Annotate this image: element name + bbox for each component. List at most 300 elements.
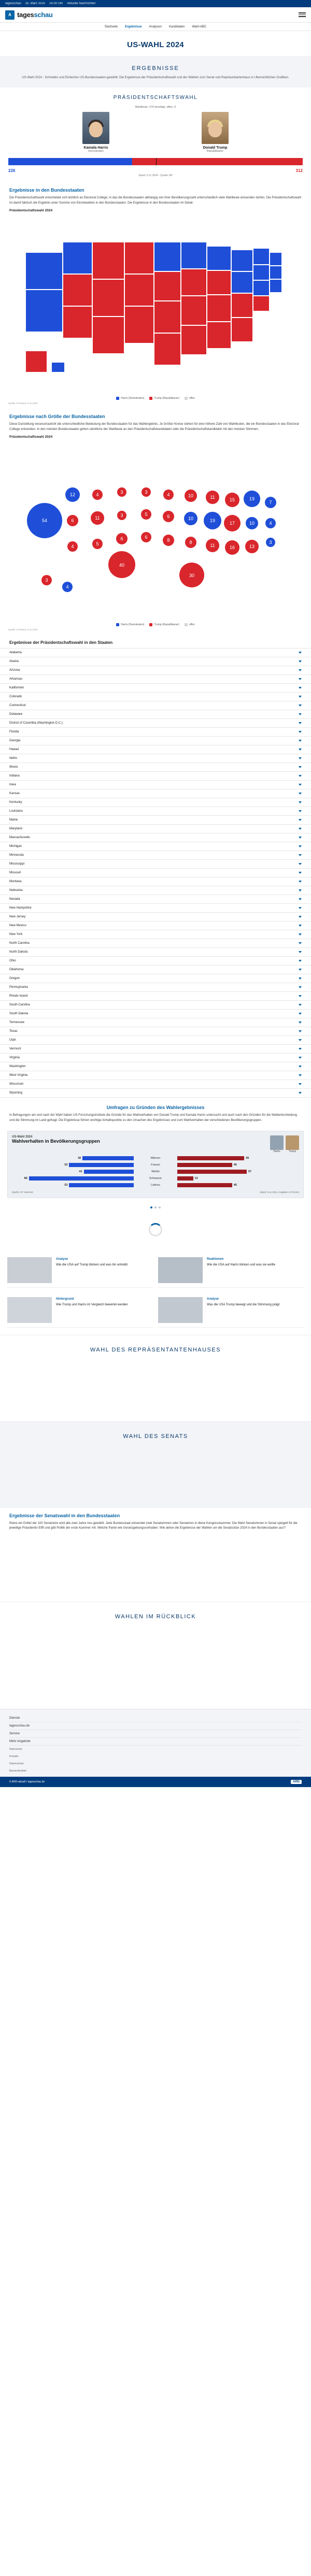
state-accordion-row[interactable] <box>0 825 311 833</box>
chevron-down-icon <box>299 907 302 909</box>
state-accordion-row[interactable] <box>0 666 311 675</box>
chevron-down-icon <box>299 652 302 654</box>
candidate-row <box>0 112 311 153</box>
chart-row <box>12 1175 299 1182</box>
chevron-down-icon <box>299 669 302 671</box>
chevron-down-icon <box>299 696 302 698</box>
chevron-down-icon <box>299 872 302 874</box>
state-accordion-row[interactable] <box>0 966 311 974</box>
state-accordion-row[interactable] <box>0 992 311 1001</box>
chevron-down-icon <box>299 1039 302 1041</box>
bubble-map[interactable] <box>0 446 311 621</box>
chart-category-label: Männer <box>150 1157 161 1160</box>
svg-text:6: 6 <box>167 514 170 520</box>
brand-second: schau <box>34 11 53 19</box>
svg-text:10: 10 <box>188 493 194 499</box>
state-name: West Virginia <box>9 1074 28 1077</box>
state-accordion-row[interactable] <box>0 1045 311 1054</box>
chevron-down-icon <box>299 837 302 839</box>
loading-indicator <box>0 1210 311 1250</box>
state-accordion-row[interactable] <box>0 1054 311 1062</box>
state-accordion-row[interactable] <box>0 719 311 728</box>
choropleth-legend <box>0 395 311 401</box>
teaser-headline-4: Was die USA Trump bewegt und die Stimmung prägt <box>207 1303 280 1306</box>
results-heading: ERGEBNISSE <box>132 65 179 71</box>
state-name: Missouri <box>9 871 21 875</box>
chevron-down-icon <box>299 810 302 812</box>
electoral-needed-label: Wahlleute: 270 benötigt, offen: 0 <box>135 106 176 109</box>
state-accordion-row[interactable] <box>0 684 311 693</box>
harris-party: Demokraten <box>88 150 104 153</box>
state-accordion-row[interactable] <box>0 675 311 684</box>
footer-link-3[interactable]: Mehr Angebote <box>9 1738 302 1746</box>
electoral-caption: Stand: 6.11.2024 - Quelle: AP <box>138 174 173 177</box>
state-name: Michigan <box>9 845 22 848</box>
svg-text:17: 17 <box>229 521 235 526</box>
electoral-dem-votes: 226 <box>8 168 16 173</box>
svg-text:6: 6 <box>71 518 74 524</box>
chevron-down-icon <box>299 801 302 803</box>
chart-category-label: Schwarze <box>149 1177 162 1181</box>
chart-value-trump: 57 <box>248 1170 252 1174</box>
chevron-down-icon <box>299 1004 302 1006</box>
chart-value-trump: 45 <box>233 1184 237 1187</box>
legend-open: offen <box>185 397 195 400</box>
chart-value-harris: 53 <box>64 1163 68 1167</box>
chart-value-trump: 45 <box>233 1163 237 1167</box>
senate-section-banner <box>0 1421 311 1451</box>
chart-candidate-faces <box>270 1135 299 1153</box>
electoral-mid-label <box>137 112 174 122</box>
state-accordion-row[interactable] <box>0 939 311 948</box>
nav-item-startseite[interactable]: Startseite <box>104 25 118 28</box>
svg-text:8: 8 <box>167 538 170 543</box>
page-title: US-WAHL 2024 <box>127 40 184 49</box>
chevron-down-icon <box>299 757 302 759</box>
bubble-legend-trump: Trump (Republikaner) <box>149 623 179 626</box>
state-name: Washington <box>9 1065 26 1069</box>
state-accordion-row[interactable] <box>0 1071 311 1080</box>
chart-value-harris: 41 <box>79 1170 82 1174</box>
chevron-down-icon <box>299 1092 302 1094</box>
masthead <box>0 7 311 23</box>
svg-text:54: 54 <box>41 518 48 524</box>
state-name: Montana <box>9 880 22 884</box>
chevron-down-icon <box>299 740 302 742</box>
state-accordion-row[interactable] <box>0 1080 311 1089</box>
trump-photo <box>202 112 229 144</box>
chevron-down-icon <box>299 704 302 707</box>
chevron-down-icon <box>299 819 302 821</box>
nav-item-kandidaten[interactable]: Kandidaten <box>169 25 185 28</box>
electoral-bar-dem <box>8 158 132 165</box>
electoral-rep-votes: 312 <box>295 168 303 173</box>
svg-text:5: 5 <box>145 512 148 517</box>
chevron-down-icon <box>299 916 302 918</box>
state-accordion-row[interactable] <box>0 833 311 842</box>
teaser-item-4[interactable] <box>158 1293 304 1328</box>
state-name: Colorado <box>9 695 22 699</box>
ard-logo-icon: A <box>5 10 15 20</box>
state-name: Alaska <box>9 660 19 664</box>
state-name: Nevada <box>9 898 20 901</box>
footer-small-link-1[interactable]: Kontakt <box>9 1754 18 1758</box>
electoral-bar-rep <box>132 158 303 165</box>
chart-category-label: Weiße <box>151 1170 160 1174</box>
bubble-legend-open: offen <box>185 623 195 626</box>
chevron-down-icon <box>299 1083 302 1085</box>
survey-text: In Befragungen am und nach der Wahl haben US-Forschungsinstitute die Gründe für das Wahlverhalten von Donald Trump und Kamala Harris untersucht und auch nach den Gründen für die Wahlentscheidung und die Stimmung im Land gefragt. Die Ergebnisse führen wichtige Anhaltspunkte zu den Ursachen des Ergebnisses und zum Wahlverhalten der verschiedenen Bevölkerungsgruppen. <box>9 1114 297 1122</box>
nav-item-analysen[interactable]: Analysen <box>149 25 162 28</box>
state-name: Maine <box>9 818 18 822</box>
chevron-down-icon <box>299 784 302 786</box>
hamburger-menu-icon[interactable] <box>299 12 306 17</box>
svg-text:4: 4 <box>71 544 74 550</box>
chart-row <box>12 1169 299 1175</box>
states-heading: Ergebnisse in den Bundesstaaten <box>9 188 84 193</box>
footer-link-2[interactable]: Service <box>9 1730 302 1738</box>
electoral-270-marker <box>156 158 157 165</box>
senate-paragraph: Reine ein Drittel der 100 Senatsitze wird alle zwei Jahre neu gewählt. Jede Bundesstaat entsendet zwei Senatorinnen oder Senatoren in diese Kongresskammer. Die Wahl Senatorinnen in Senat spiegelt für die jeweilige Präsidentin Eifft und gibt Politik der erste Kammer mit. Welche Partei wie Gesetzgebungsvorhaben. Wie aktive die Ergebnisse der Wahlen um die Senatssitze 2024 in den Bundesstaaten aus? <box>9 1521 298 1530</box>
state-name: South Carolina <box>9 1003 30 1007</box>
svg-text:15: 15 <box>229 497 235 503</box>
senate-banner-title: WAHL DES SENATS <box>123 1433 188 1440</box>
brand-logo[interactable] <box>5 10 53 20</box>
chevron-down-icon <box>299 731 302 733</box>
teaser-thumb-1 <box>7 1257 52 1283</box>
state-name: Oregon <box>9 977 20 981</box>
chevron-down-icon <box>299 854 302 856</box>
states-text-block <box>0 182 311 220</box>
chart-kicker: US-Wahl 2024 <box>12 1135 33 1139</box>
svg-text:10: 10 <box>249 521 255 526</box>
chevron-down-icon <box>299 942 302 944</box>
svg-text:4: 4 <box>66 584 69 590</box>
state-accordion-row[interactable] <box>0 842 311 851</box>
teaser-item-2[interactable] <box>158 1253 304 1288</box>
state-accordion-row[interactable] <box>0 649 311 657</box>
state-accordion-row[interactable] <box>0 983 311 992</box>
state-accordion-row[interactable] <box>0 701 311 710</box>
state-name: Kansas <box>9 792 20 796</box>
chevron-down-icon <box>299 1021 302 1024</box>
footer-small-link-0[interactable]: Impressum <box>9 1747 22 1751</box>
state-name: Kalifornien <box>9 686 24 690</box>
trump-party: Republikaner <box>206 150 224 153</box>
state-name: New Mexico <box>9 924 26 928</box>
us-map-bubble-svg <box>7 448 304 619</box>
chart-bar-trump <box>177 1183 232 1187</box>
svg-text:8: 8 <box>189 540 192 545</box>
state-accordion-row[interactable] <box>0 1036 311 1045</box>
state-accordion-row[interactable] <box>0 930 311 939</box>
trump-name: Donald Trump <box>203 146 228 150</box>
chevron-down-icon <box>299 793 302 795</box>
choropleth-source-note: Quelle: AP/Stand: 6.11.2024 <box>8 402 38 405</box>
state-accordion-row[interactable] <box>0 922 311 930</box>
teaser-item-1[interactable] <box>7 1253 153 1288</box>
state-name: Wyoming <box>9 1091 22 1095</box>
review-content-placeholder <box>0 1631 311 1709</box>
topbar-item-3[interactable]: Aktuelle Nachrichten <box>67 2 96 5</box>
svg-text:3: 3 <box>120 490 123 495</box>
state-name: Indiana <box>9 774 20 778</box>
chevron-down-icon <box>299 881 302 883</box>
teaser-section <box>0 1250 311 1335</box>
state-name: Alabama <box>9 651 22 655</box>
chart-value-harris: 86 <box>24 1177 27 1181</box>
voting-behaviour-chart[interactable] <box>7 1131 304 1198</box>
legend-harris: Harris (Demokraten) <box>116 397 144 400</box>
svg-text:3: 3 <box>145 490 148 495</box>
chevron-down-icon <box>299 925 302 927</box>
chevron-down-icon <box>299 889 302 891</box>
state-list-title: Ergebnisse der Präsidentschaftswahl in den Staaten <box>9 640 113 645</box>
footer-small-link-2[interactable]: Datenschutz <box>9 1762 24 1765</box>
senate-text-block <box>0 1508 311 1539</box>
teaser-thumb-3 <box>7 1297 52 1323</box>
svg-text:16: 16 <box>229 545 235 551</box>
results-intro-band <box>0 57 311 88</box>
state-name: Wisconsin <box>9 1083 24 1086</box>
survey-heading: Umfragen zu Gründen des Wahlergebnisses <box>106 1105 205 1111</box>
state-name: Georgia <box>9 739 21 743</box>
bubble-source-note: Quelle: AP/Stand: 6.11.2024 <box>8 628 38 631</box>
state-accordion-row[interactable] <box>0 781 311 789</box>
harris-photo <box>82 112 109 144</box>
size-paragraph: Diese Darstellung veranschaulicht die unterschiedliche Bedeutung der Bundesstaaten für das Wahlergebnis. Je Größer Kreise stehen für eine höhere Zahl von Wahlleuten, die ein Bundesstaaten in das Electoral College entsenden. In den meisten Bundesstaaten gehen sämtliche der Wahlleute an den Präsidentschaftskandidaten oder die Präsidentschaftskandidatin mit den meisten Stimmen. <box>9 423 299 431</box>
house-banner-title: WAHL DES REPRÄSENTANTENHAUSES <box>90 1346 221 1353</box>
state-accordion-row[interactable] <box>0 974 311 983</box>
state-name: Hawaii <box>9 748 19 752</box>
size-text-block <box>0 409 311 446</box>
state-accordion-row[interactable] <box>0 886 311 895</box>
state-accordion-row[interactable] <box>0 693 311 701</box>
chevron-down-icon <box>299 775 302 777</box>
chart-rows <box>12 1155 299 1189</box>
state-accordion-row[interactable] <box>0 1018 311 1027</box>
state-accordion-row[interactable] <box>0 657 311 666</box>
electoral-numbers <box>0 167 311 173</box>
electoral-bar-wrap <box>0 153 311 167</box>
state-accordion-row[interactable] <box>0 860 311 869</box>
svg-text:3: 3 <box>120 513 123 519</box>
chevron-down-icon <box>299 1013 302 1015</box>
chart-bar-harris <box>82 1156 134 1160</box>
svg-text:19: 19 <box>209 518 216 524</box>
chart-bar-harris <box>69 1183 134 1187</box>
chart-bar-trump <box>177 1176 193 1181</box>
state-name: Pennsylvania <box>9 986 28 989</box>
state-name: Virginia <box>9 1056 20 1060</box>
state-name: Maryland <box>9 827 22 831</box>
chevron-down-icon <box>299 845 302 847</box>
state-name: Connecticut <box>9 704 26 708</box>
state-accordion-row[interactable] <box>0 1027 311 1036</box>
state-name: Arkansas <box>9 678 23 681</box>
state-name: New Jersey <box>9 915 26 919</box>
chart-bar-harris <box>69 1163 134 1167</box>
chevron-down-icon <box>299 687 302 689</box>
state-name: Rhode Island <box>9 995 28 998</box>
states-map-label: Präsidentschaftswahl 2024 <box>9 209 53 213</box>
state-name: Delaware <box>9 713 23 716</box>
state-accordion-row[interactable] <box>0 710 311 719</box>
chart-face-harris: Harris <box>270 1135 284 1153</box>
svg-text:7: 7 <box>269 500 272 506</box>
state-accordion-row[interactable] <box>0 745 311 754</box>
house-chart-placeholder <box>0 1364 311 1421</box>
footer <box>0 1709 311 1777</box>
chart-bar-trump <box>177 1170 247 1174</box>
state-accordion-row[interactable] <box>0 1001 311 1010</box>
senate-heading: Ergebnisse der Senatswahl in den Bundesstaaten <box>9 1513 120 1518</box>
state-accordion-row[interactable] <box>0 737 311 745</box>
ard-logo-icon: ARD <box>291 1780 302 1784</box>
chart-category-label: Frauen <box>151 1163 160 1167</box>
teaser-headline-2: Wie die USA auf Harris blicken und was sie wollte <box>207 1263 276 1267</box>
chart-bar-harris <box>84 1170 134 1174</box>
svg-text:12: 12 <box>69 492 76 498</box>
chevron-down-icon <box>299 863 302 865</box>
chevron-down-icon <box>299 977 302 980</box>
svg-text:30: 30 <box>189 573 195 579</box>
chevron-down-icon <box>299 898 302 900</box>
house-section-banner <box>0 1335 311 1364</box>
chart-row <box>12 1155 299 1162</box>
state-name: District of Columbia (Washington D.C.) <box>9 722 63 725</box>
candidate-harris[interactable] <box>60 112 132 153</box>
chart-pager[interactable] <box>0 1203 311 1210</box>
teaser-kicker-4: Analyse <box>207 1297 219 1301</box>
page-hero <box>0 31 311 57</box>
svg-text:3: 3 <box>269 540 272 545</box>
state-accordion-row[interactable] <box>0 754 311 763</box>
nav-item-wahl-abc[interactable]: Wahl-ABC <box>192 25 207 28</box>
size-map-label: Präsidentschaftswahl 2024 <box>9 435 53 439</box>
state-accordion-row[interactable] <box>0 728 311 737</box>
chevron-down-icon <box>299 986 302 988</box>
candidate-trump[interactable] <box>179 112 251 153</box>
footer-link-0[interactable]: Dienste <box>9 1715 302 1722</box>
state-name: Mississippi <box>9 862 25 866</box>
state-accordion-row[interactable] <box>0 913 311 922</box>
chevron-down-icon <box>299 749 302 751</box>
states-paragraph: Die Präsidentschaftswahl entscheidet sich letztlich an Electoral College, in das die Bundesstaaten abhängig von ihrer Bevölkerungszahl unterschiedlich viele Wahlleute entsenden dürfen. Die Präsidentschaftswahl ist damit faktisch die Ergebnis einer Summe von Einzelwahlen in den Bundesstaaten. Die Ergebnisse in den Bundesstaaten im Detail. <box>9 196 302 205</box>
chevron-down-icon <box>299 951 302 953</box>
teaser-thumb-2 <box>158 1257 203 1283</box>
state-accordion-row[interactable] <box>0 948 311 957</box>
chevron-down-icon <box>299 1030 302 1032</box>
state-accordion-row[interactable] <box>0 904 311 913</box>
state-accordion-row[interactable] <box>0 851 311 860</box>
senate-map-placeholder <box>0 1539 311 1602</box>
chevron-down-icon <box>299 1048 302 1050</box>
state-accordion-row[interactable] <box>0 789 311 798</box>
pager-dot-1[interactable] <box>150 1206 152 1208</box>
footer-bottom-bar <box>0 1777 311 1787</box>
state-accordion-row[interactable] <box>0 1010 311 1018</box>
footer-link-1[interactable]: tagesschau.de <box>9 1722 302 1730</box>
teaser-thumb-4 <box>158 1297 203 1323</box>
teaser-headline-1: Wie die USA auf Trump blicken und was ihn antreibt <box>56 1263 128 1267</box>
review-banner-title: WAHLEN IM RÜCKBLICK <box>115 1613 196 1620</box>
nav-item-ergebnisse[interactable]: Ergebnisse <box>125 25 142 28</box>
chevron-down-icon <box>299 678 302 680</box>
teaser-item-3[interactable] <box>7 1293 153 1328</box>
svg-text:6: 6 <box>145 535 148 540</box>
state-accordion-row[interactable] <box>0 869 311 877</box>
chevron-down-icon <box>299 828 302 830</box>
svg-text:13: 13 <box>249 544 255 550</box>
state-accordion-row[interactable] <box>0 807 311 816</box>
chart-value-harris: 53 <box>64 1184 68 1187</box>
topbar-item-2: 14:30 Uhr <box>49 2 63 5</box>
chevron-down-icon <box>299 960 302 962</box>
teaser-headline-3: Wie Trump und Harris im Vergleich bewertet werden <box>56 1303 128 1306</box>
state-accordion-row[interactable] <box>0 763 311 772</box>
state-accordion-row[interactable] <box>0 895 311 904</box>
chevron-down-icon <box>299 660 302 663</box>
svg-text:11: 11 <box>210 495 215 500</box>
pager-dot-3[interactable] <box>159 1206 161 1208</box>
state-name: New Hampshire <box>9 906 32 910</box>
us-map-choropleth-svg <box>7 222 304 393</box>
state-name: Iowa <box>9 783 16 787</box>
state-name: Texas <box>9 1030 18 1033</box>
size-heading: Ergebnisse nach Größe der Bundesstaaten <box>9 414 105 420</box>
state-accordion-row[interactable] <box>0 1089 311 1098</box>
teaser-kicker-3: Hintergrund <box>56 1297 74 1301</box>
choropleth-map[interactable] <box>0 220 311 395</box>
state-accordion-row[interactable] <box>0 877 311 886</box>
topbar-item-0[interactable]: tagesschau <box>5 2 21 5</box>
pager-dot-2[interactable] <box>154 1206 157 1208</box>
state-name: Kentucky <box>9 801 22 804</box>
chart-value-trump: 55 <box>246 1157 249 1160</box>
chart-source: Quelle: AP VoteCast <box>12 1190 33 1193</box>
teaser-kicker-1: Analyse <box>56 1257 68 1261</box>
state-name: Arizona <box>9 669 20 672</box>
svg-text:4: 4 <box>96 492 99 498</box>
svg-text:19: 19 <box>249 496 255 502</box>
chart-bar-harris <box>29 1176 134 1181</box>
state-name: South Dakota <box>9 1012 29 1016</box>
footer-small-link-3[interactable]: Barrierefreiheit <box>9 1769 26 1773</box>
spinner-icon <box>149 1223 162 1236</box>
state-accordion-row[interactable] <box>0 957 311 966</box>
chart-category-label: Latinos <box>151 1184 160 1187</box>
footer-copyright: © ARD-aktuell / tagesschau.de <box>9 1780 45 1783</box>
state-accordion-row[interactable] <box>0 798 311 807</box>
state-name: Louisiana <box>9 810 23 813</box>
chart-title: Wahlverhalten in Bevölkerungsgruppen <box>12 1138 100 1144</box>
results-subtitle: US-Wahl 2024 - Schnelles und Einfaches US-Bundesstaaten-gewählt: Die Ergebnisse der Präsidentschaftswahl und der Wahlen zum Senat und Repräsentantenhaus in Ubersichtlichen Grafiken. <box>22 76 289 79</box>
state-name: Utah <box>9 1039 16 1042</box>
state-accordion-row[interactable] <box>0 772 311 781</box>
chart-footnote: Stand: 6.11.2024, Angaben in Prozent <box>260 1190 299 1193</box>
senate-chart-placeholder <box>0 1451 311 1508</box>
state-accordion-row[interactable] <box>0 1062 311 1071</box>
chart-bar-trump <box>177 1156 244 1160</box>
main-nav <box>0 23 311 31</box>
state-accordion-row[interactable] <box>0 816 311 825</box>
svg-text:3: 3 <box>45 578 48 583</box>
chevron-down-icon <box>299 722 302 724</box>
svg-text:11: 11 <box>95 515 100 521</box>
teaser-kicker-2: Reaktionen <box>207 1257 224 1261</box>
state-name: North Carolina <box>9 942 30 945</box>
